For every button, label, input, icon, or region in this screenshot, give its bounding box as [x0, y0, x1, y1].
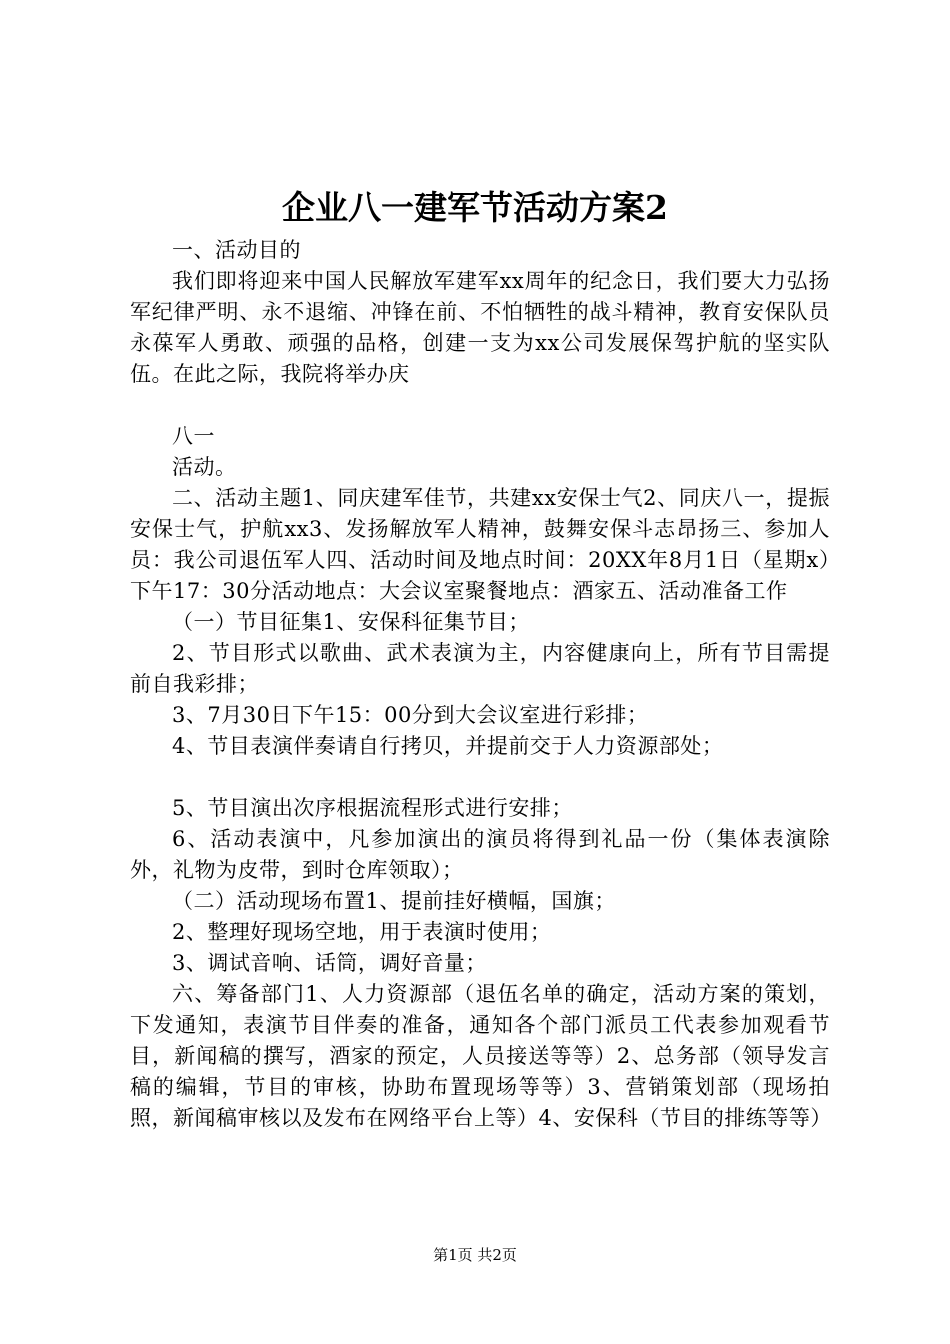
paragraph-program-order: 5、节目演出次序根据流程形式进行安排； — [172, 796, 573, 820]
paragraph-venue-space: 2、整理好现场空地，用于表演时使用； — [172, 920, 552, 944]
paragraph-gifts: 6、活动表演中，凡参加演出的演员将得到礼品一份（集体表演除外，礼物为皮带，到时仓库领取）； — [130, 827, 830, 882]
paragraph-audio: 3、调试音响、话筒，调好音量； — [172, 951, 487, 975]
paragraph-rehearsal: 3、7月30日下午15：00分到大会议室进行彩排； — [172, 703, 649, 727]
paragraph-purpose: 我们即将迎来中国人民解放军建军xx周年的纪念日，我们要大力弘扬军纪律严明、永不退缩、冲锋在前、不怕牺牲的战斗精神，教育安保队员永葆军人勇敢、顽强的品格，创建一支为xx公司发展保驾护航的坚实队伍。在此之际，我院将举办庆 — [130, 269, 830, 386]
paragraph-program-collection: （一）节目征集1、安保科征集节目； — [172, 610, 530, 634]
section-heading-purpose: 一、活动目的 — [172, 238, 301, 262]
paragraph-departments: 六、筹备部门1、人力资源部（退伍名单的确定，活动方案的策划，下发通知，表演节目伴奏的准备，通知各个部门派员工代表参加观看节目，新闻稿的撰写，酒家的预定，人员接送等等）2、总务部（领导发言稿的编辑，节目的审核，协助布置现场等等）3、营销策划部（现场拍照，新闻稿审核以及发布在网络平台上等）4、安保科（节目的排练等等） — [130, 982, 832, 1130]
paragraph-theme-participants-time: 二、活动主题1、同庆建军佳节，共建xx安保士气2、同庆八一，提振安保士气，护航xx3、发扬解放军人精神，鼓舞安保斗志昂扬三、参加人员：我公司退伍军人四、活动时间及地点时间：20XX年8月1日（星期x）下午17：30分活动地点：大会议室聚餐地点：酒家五、活动准备工作 — [130, 486, 830, 603]
document-body — [130, 235, 830, 1134]
page-number: 第1页 共2页 — [433, 1246, 517, 1264]
paragraph-fragment: 活动。 — [172, 455, 237, 479]
paragraph-fragment: 八一 — [172, 424, 215, 448]
document-title: 企业八一建军节活动方案2 — [282, 188, 668, 227]
paragraph-program-form: 2、节目形式以歌曲、武术表演为主，内容健康向上，所有节目需提前自我彩排； — [130, 641, 830, 696]
paragraph-venue-setup: （二）活动现场布置1、提前挂好横幅，国旗； — [172, 889, 616, 913]
paragraph-accompaniment: 4、节目表演伴奏请自行拷贝，并提前交于人力资源部处； — [172, 734, 724, 758]
